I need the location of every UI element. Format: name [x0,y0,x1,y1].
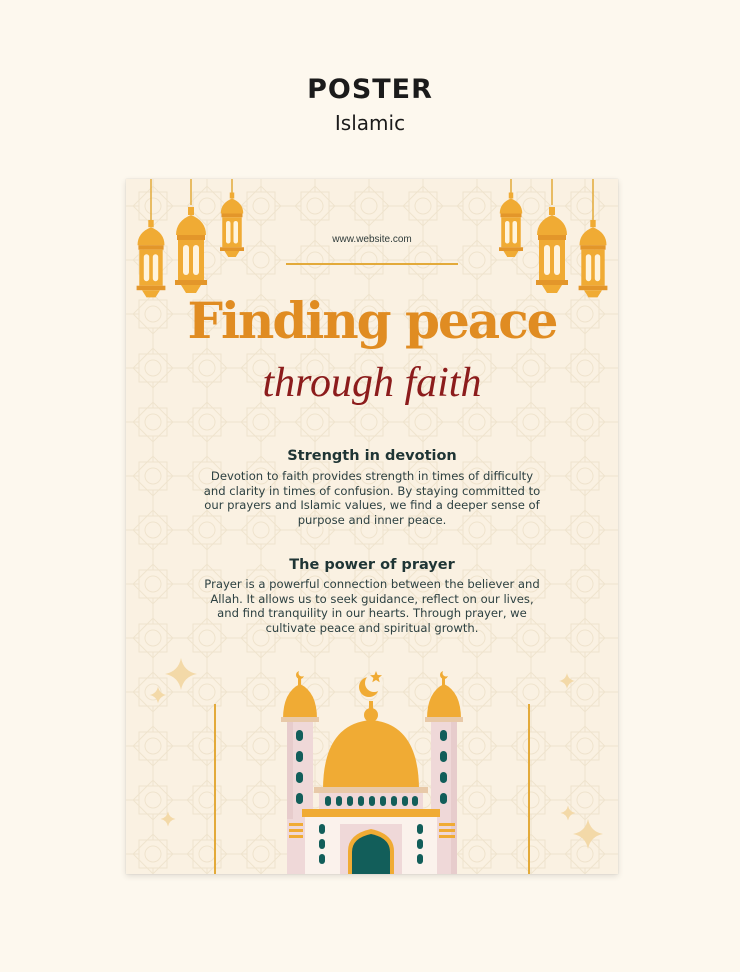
page-subtitle: Islamic [334,111,406,135]
section-body: Devotion to faith provides strength in times of difficulty and clarity in times of confusion. By staying committed to our prayers and Islamic values, we find a deeper sense of purpose and inner peace. [203,469,541,527]
website-url: www.website.com [332,234,412,245]
subheadline: through faith [262,360,482,406]
section-title: Strength in devotion [287,448,457,464]
headline: Finding peace [187,291,557,350]
poster [126,179,618,874]
page-title: POSTER [307,74,433,105]
main-dome [314,701,428,793]
mosque-illustration [126,179,618,874]
mosque-body [302,793,440,874]
section-title: The power of prayer [289,557,455,573]
crescent-star-icon [359,671,383,697]
section-body: Prayer is a powerful connection between the believer and Allah. It allows us to seek guidance, reflect on our lives, and find tranquility in our hearts. Through prayer, we cultivate peace and spiritual growth. [204,577,540,635]
